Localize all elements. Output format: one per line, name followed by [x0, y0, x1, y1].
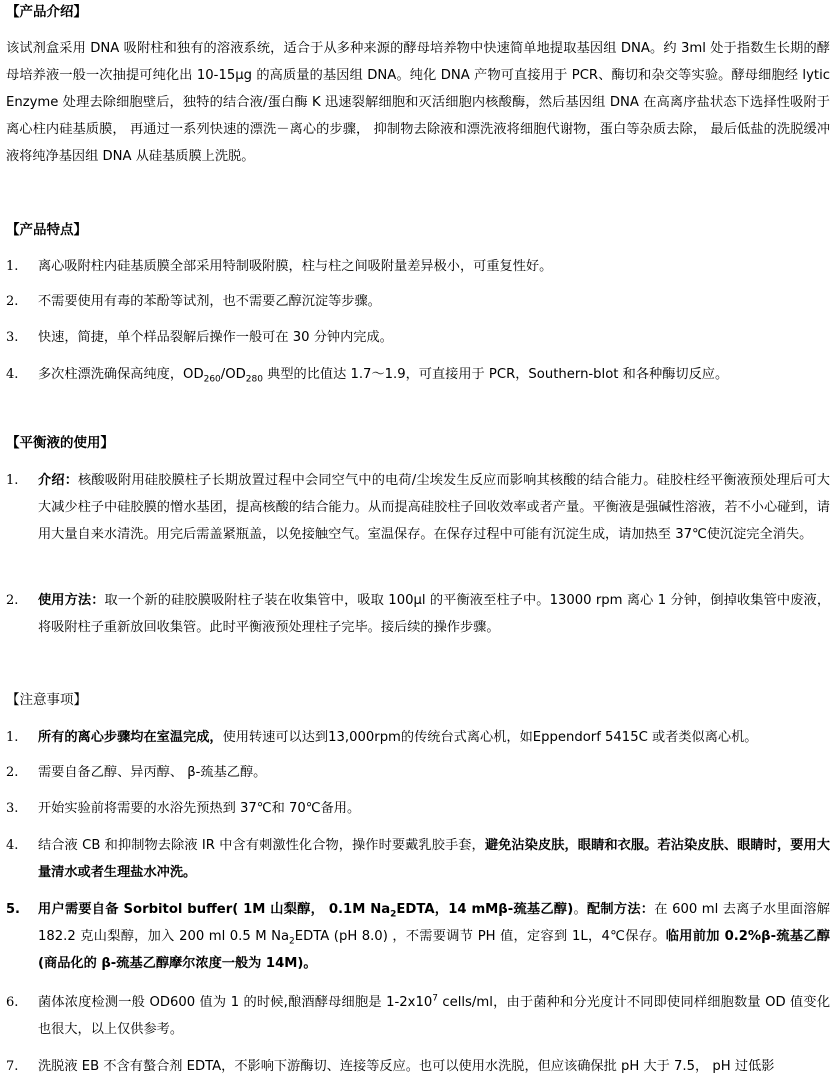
list-number: 3.	[6, 801, 19, 816]
feature-item	[6, 361, 830, 388]
feature-text: 离心吸附柱内硅基质膜全部采用特制吸附膜，柱与柱之间吸附量差异极小，可重复性好。	[38, 259, 553, 274]
note-item	[6, 989, 830, 1043]
list-number: 1.	[6, 730, 19, 745]
feature-item	[6, 288, 830, 315]
list-number: 3.	[6, 330, 19, 345]
note-text: 洗脱液 EB 不含有螯合剂 EDTA，不影响下游酶切、连接等反应。也可以使用水洗脱，但应该确保批 pH 大于 7.5， pH 过低影	[38, 1059, 775, 1074]
list-number: 1.	[6, 473, 19, 488]
note-text: 用户需要自备 Sorbitol buffer( 1M 山梨醇， 0.1M $Na_2EDTA$，14 mMβ-巯基乙醇)。配制方法：在 600 ml 去离子水里面溶解 182.2 克山梨醇，加入 200 ml 0.5 M $Na_2EDTA$ (pH 8.0) ，不需要调节 PH 值，定容到 1L，4℃保存。临用前加 0.2%β-巯基乙醇 (商品化的 β-巯基乙醇摩尔浓度一般为 14M)。	[38, 902, 830, 971]
section-heading-features: 【产品特点】	[6, 222, 87, 238]
note-item	[6, 896, 830, 977]
note-item	[6, 724, 830, 751]
note-text: 需要自备乙醇、异丙醇、 β-巯基乙醇。	[38, 765, 267, 780]
note-item	[6, 1053, 830, 1080]
section-heading-balance: 【平衡液的使用】	[6, 435, 114, 451]
note-item	[6, 795, 830, 822]
list-number: 2.	[6, 294, 19, 309]
balance-item	[6, 467, 830, 548]
balance-item	[6, 587, 830, 641]
note-item	[6, 832, 830, 886]
section-heading-notes: 【注意事项】	[6, 692, 87, 708]
list-number: 5.	[6, 902, 20, 917]
note-text: 菌体浓度检测一般 OD600 值为 1 的时候,酿酒酵母细胞是 $1-2x10^7$ cells/ml，由于菌种和分光度计不同即使同样细胞数量 OD 值变化也很大，以上仅供参考。	[38, 993, 831, 1037]
list-number: 4.	[6, 367, 19, 382]
note-text: 所有的离心步骤均在室温完成，使用转速可以达到13,000rpm的传统台式离心机，如Eppendorf 5415C 或者类似离心机。	[38, 730, 758, 745]
list-number: 2.	[6, 765, 19, 780]
section-heading-intro: 【产品介绍】	[6, 4, 87, 20]
intro-paragraph: 该试剂盒采用 DNA 吸附柱和独有的溶液系统，适合于从多种来源的酵母培养物中快速简单地提取基因组 DNA。约 3ml 处于指数生长期的酵母培养液一般一次抽提可纯化出 10-15μg 的高质量的基因组 DNA。纯化 DNA 产物可直接用于 PCR、酶切和杂交等实验。酵母细胞经 lytic Enzyme 处理去除细胞壁后，独特的结合液/蛋白酶 K 迅速裂解细胞和灭活细胞内核酸酶，然后基因组 DNA 在高离序盐状态下选择性吸附于离心柱内硅基质膜， 再通过一系列快速的漂洗－离心的步骤， 抑制物去除液和漂洗液将细胞代谢物，蛋白等杂质去除， 最后低盐的洗脱缓冲液将纯净基因组 DNA 从硅基质膜上洗脱。	[6, 41, 830, 164]
list-number: 1.	[6, 259, 19, 274]
list-number: 7.	[6, 1059, 19, 1074]
list-number: 4.	[6, 838, 19, 853]
note-item	[6, 759, 830, 786]
list-number: 2.	[6, 593, 19, 608]
feature-text: 不需要使用有毒的苯酚等试剂，也不需要乙醇沉淀等步骤。	[38, 294, 381, 309]
feature-item	[6, 253, 830, 280]
list-number: 6.	[6, 995, 19, 1010]
feature-text: 快速，简捷，单个样品裂解后操作一般可在 30 分钟内完成。	[38, 330, 393, 345]
note-text: 结合液 CB 和抑制物去除液 IR 中含有刺激性化合物，操作时要戴乳胶手套，避免沾染皮肤，眼睛和衣服。若沾染皮肤、眼睛时，要用大量清水或者生理盐水冲洗。	[38, 838, 830, 880]
feature-item	[6, 324, 830, 351]
balance-text: 使用方法：取一个新的硅胶膜吸附柱子装在收集管中，吸取 100μl 的平衡液至柱子中。13000 rpm 离心 1 分钟，倒掉收集管中废液，将吸附柱子重新放回收集管。此时平衡液预处理柱子完毕。接后续的操作步骤。	[38, 593, 831, 635]
balance-text: 介绍：核酸吸附用硅胶膜柱子长期放置过程中会同空气中的电荷/尘埃发生反应而影响其核酸的结合能力。硅胶柱经平衡液预处理后可大大减少柱子中硅胶膜的憎水基团，提高核酸的结合能力。从而提高硅胶柱子回收效率或者产量。平衡液是强碱性溶液，若不小心碰到，请用大量自来水清洗。用完后需盖紧瓶盖，以免接触空气。室温保存。在保存过程中可能有沉淀生成，请加热至 37℃使沉淀完全消失。	[38, 473, 830, 542]
note-text: 开始实验前将需要的水浴先预热到 37℃和 70℃备用。	[38, 801, 361, 816]
feature-text: 多次柱漂洗确保高纯度，$OD_{260}/OD_{280}$ 典型的比值达 1.7～1.9，可直接用于 PCR，Southern-blot 和各种酶切反应。	[38, 367, 729, 385]
